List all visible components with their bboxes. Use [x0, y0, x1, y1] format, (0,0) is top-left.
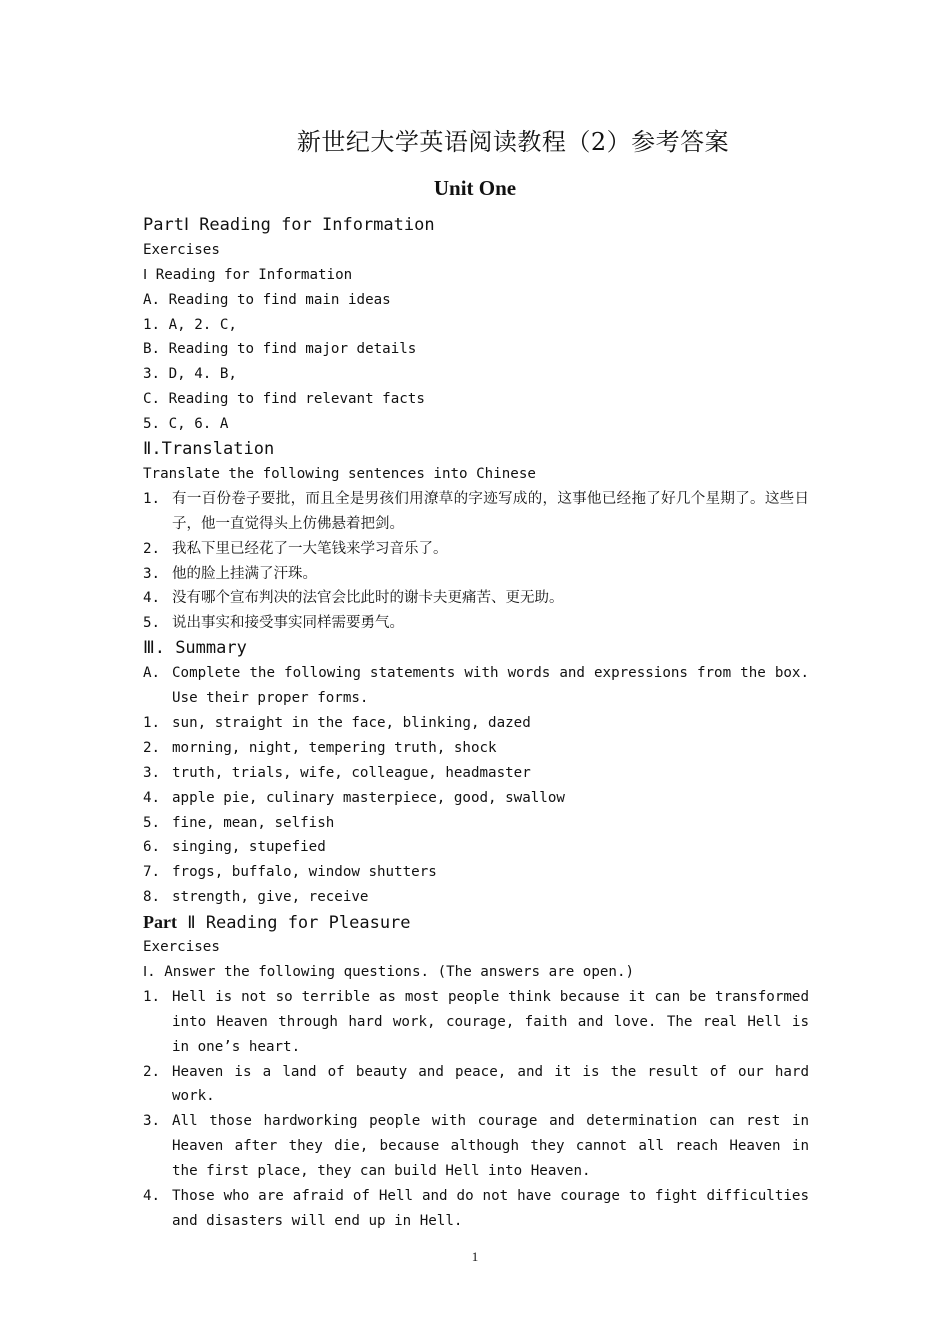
- item-number: 1.: [143, 490, 161, 507]
- item-text: fine, mean, selfish: [172, 814, 335, 831]
- item-number: 3.: [143, 764, 161, 781]
- list-item: [143, 586, 809, 611]
- item-text: Hell is not so terrible as most people think because it can be transformed into Heaven through hard work, courage, faith and love. The real Hell is in one’s heart.: [172, 988, 809, 1055]
- item-text: Those who are afraid of Hell and do not have courage to fight difficulties and disasters will end up in Hell.: [172, 1188, 809, 1230]
- section-heading: Ⅰ. Answer the following questions. (The answers are open.): [143, 963, 635, 980]
- subsection-heading: B. Reading to find major details: [143, 341, 417, 358]
- list-item: [143, 1060, 809, 1110]
- list-item: [143, 885, 809, 910]
- item-number: 2.: [143, 1063, 161, 1080]
- item-number: 4.: [143, 590, 161, 607]
- answer-line: 3. D, 4. B,: [143, 366, 237, 383]
- item-text: 没有哪个宣布判决的法官会比此时的谢卡夫更痛苦、更无助。: [172, 590, 564, 607]
- item-text: frogs, buffalo, window shutters: [172, 864, 437, 881]
- list-item: [143, 736, 809, 761]
- list-item: [143, 537, 809, 562]
- subsection-heading: A. Reading to find main ideas: [143, 291, 391, 308]
- item-text: truth, trials, wife, colleague, headmaster: [172, 764, 531, 781]
- exercises-label: Exercises: [143, 241, 220, 258]
- item-number: 6.: [143, 839, 161, 856]
- list-item: [143, 1109, 809, 1184]
- item-text: All those hardworking people with courage and determination can rest in Heaven after they die, because although they cannot all reach Heaven in the first place, they can build Hell into Heaven.: [172, 1113, 809, 1180]
- section-heading: Ⅲ. Summary: [143, 638, 247, 659]
- document-title: 新世纪大学英语阅读教程（2）参考答案: [296, 128, 730, 156]
- answer-line: 1. A, 2. C,: [143, 316, 237, 333]
- part2-heading-bold: Part: [143, 912, 177, 933]
- item-number: 7.: [143, 864, 161, 881]
- list-item: [143, 562, 809, 587]
- instruction-text: Translate the following sentences into Chinese: [143, 465, 536, 482]
- part2-heading-rest: Ⅱ Reading for Pleasure: [176, 913, 411, 934]
- item-text: Heaven is a land of beauty and peace, and it is the result of our hard work.: [172, 1063, 809, 1105]
- item-text: 我私下里已经花了一大笔钱来学习音乐了。: [172, 540, 448, 557]
- list-item: [143, 860, 809, 885]
- subsection-heading: C. Reading to find relevant facts: [143, 391, 425, 408]
- item-number: 4.: [143, 1188, 161, 1205]
- section-heading: Ⅱ.Translation: [143, 439, 275, 460]
- document-body: [143, 213, 809, 1234]
- item-number: 3.: [143, 1113, 161, 1130]
- exercises-label: Exercises: [143, 939, 220, 956]
- item-text: strength, give, receive: [172, 889, 369, 906]
- item-number: 5.: [143, 814, 161, 831]
- item-number: 1.: [143, 714, 161, 731]
- item-number: 2.: [143, 540, 161, 557]
- list-item: [143, 786, 809, 811]
- item-text: 有一百份卷子要批，而且全是男孩们用潦草的字迹写成的，这事他已经拖了好几个星期了。这些日子，他一直觉得头上仿佛悬着把剑。: [172, 490, 809, 532]
- item-text: 说出事实和接受事实同样需要勇气。: [172, 615, 404, 632]
- list-item: [143, 611, 809, 636]
- item-number: A.: [143, 665, 161, 682]
- item-text: 他的脸上挂满了汗珠。: [172, 565, 317, 582]
- item-text: morning, night, tempering truth, shock: [172, 739, 497, 756]
- list-item: [143, 761, 809, 786]
- instruction-text: Complete the following statements with words and expressions from the box. Use their proper forms.: [172, 665, 809, 707]
- item-number: 3.: [143, 565, 161, 582]
- item-number: 1.: [143, 988, 161, 1005]
- section-heading: Ⅰ Reading for Information: [143, 266, 353, 283]
- item-text: sun, straight in the face, blinking, dazed: [172, 714, 531, 731]
- item-number: 5.: [143, 615, 161, 632]
- list-item: [143, 835, 809, 860]
- list-item: [143, 985, 809, 1060]
- page-number: 1: [471, 1249, 479, 1264]
- list-item: [143, 487, 809, 537]
- item-number: 8.: [143, 889, 161, 906]
- list-item: [143, 1184, 809, 1234]
- answer-line: 5. C, 6. A: [143, 416, 229, 433]
- item-number: 2.: [143, 739, 161, 756]
- list-item: [143, 811, 809, 836]
- part2-heading: [143, 910, 809, 935]
- part1-heading: PartⅠ Reading for Information: [143, 215, 435, 235]
- unit-title: Unit One: [433, 176, 517, 200]
- list-item: [143, 711, 809, 736]
- list-item: [143, 661, 809, 711]
- item-text: singing, stupefied: [172, 839, 326, 856]
- item-number: 4.: [143, 789, 161, 806]
- item-text: apple pie, culinary masterpiece, good, swallow: [172, 789, 565, 806]
